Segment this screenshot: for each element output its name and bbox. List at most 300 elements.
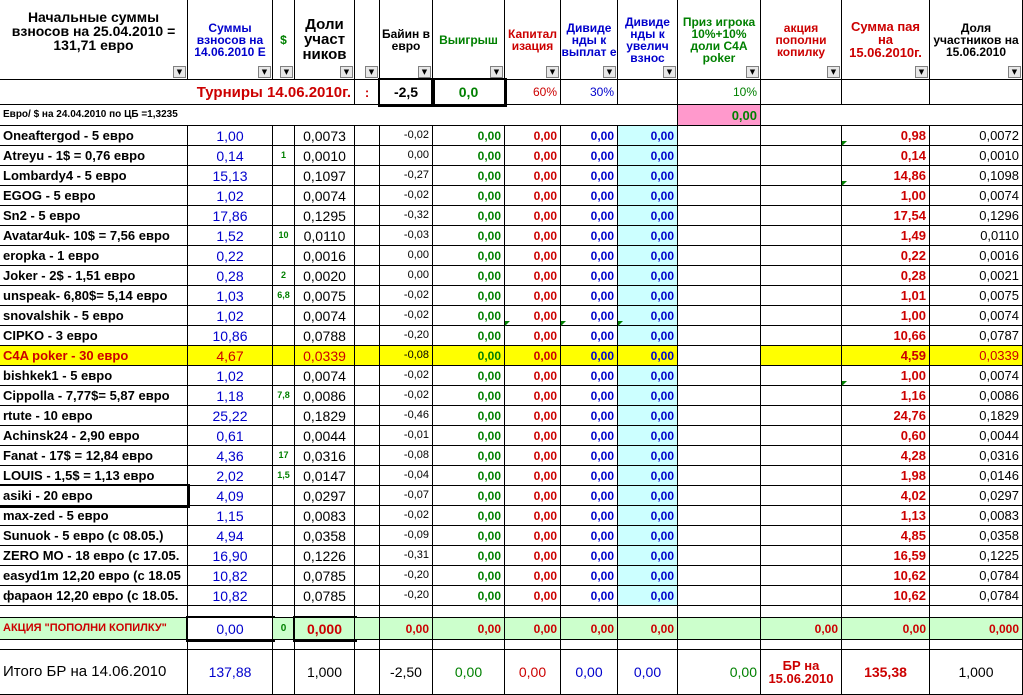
empty-cell[interactable] (618, 640, 678, 650)
dividend-increase-value[interactable] (618, 586, 678, 606)
new-share-value[interactable] (930, 466, 1023, 486)
dividend-increase-value[interactable] (618, 386, 678, 406)
buyin-value[interactable] (380, 246, 433, 266)
empty-cell[interactable] (761, 346, 842, 366)
column-header-10[interactable] (678, 0, 761, 80)
dividend-increase-value[interactable] (618, 206, 678, 226)
win-value[interactable] (433, 406, 505, 426)
tournament-win[interactable] (433, 80, 505, 105)
empty-cell[interactable] (678, 326, 761, 346)
participant-name[interactable] (0, 526, 188, 546)
new-share-value[interactable] (930, 366, 1023, 386)
empty-cell[interactable] (678, 226, 761, 246)
tournament-cap-pct[interactable] (505, 80, 561, 105)
new-share-value[interactable] (930, 246, 1023, 266)
empty-cell[interactable] (678, 166, 761, 186)
win-value[interactable] (433, 566, 505, 586)
empty-cell[interactable] (618, 80, 678, 105)
share-sum-value[interactable] (842, 486, 930, 506)
dividend-increase-value[interactable] (618, 406, 678, 426)
empty-cell[interactable] (761, 386, 842, 406)
total-sum[interactable] (188, 650, 273, 695)
promo-newshare[interactable] (930, 618, 1023, 640)
participant-share[interactable] (295, 486, 355, 506)
buyin-value[interactable] (380, 466, 433, 486)
participant-share[interactable] (295, 326, 355, 346)
empty-cell[interactable] (188, 640, 273, 650)
participant-name[interactable] (0, 306, 188, 326)
empty-cell[interactable] (561, 606, 618, 618)
dividend-payout-value[interactable] (561, 566, 618, 586)
contribution-sum[interactable] (188, 506, 273, 526)
capitalization-value[interactable] (505, 546, 561, 566)
buyin-value[interactable] (380, 406, 433, 426)
capitalization-value[interactable] (505, 526, 561, 546)
tournament-label[interactable] (0, 80, 355, 105)
dividend-payout-value[interactable] (561, 186, 618, 206)
new-share-value[interactable] (930, 506, 1023, 526)
empty-cell[interactable] (678, 618, 761, 640)
empty-cell[interactable] (678, 640, 761, 650)
capitalization-value[interactable] (505, 206, 561, 226)
participant-share[interactable] (295, 366, 355, 386)
contribution-sum[interactable] (188, 366, 273, 386)
dividend-increase-value[interactable] (618, 566, 678, 586)
contribution-sum[interactable] (188, 166, 273, 186)
win-value[interactable] (433, 506, 505, 526)
dividend-payout-value[interactable] (561, 146, 618, 166)
win-value[interactable] (433, 166, 505, 186)
buyin-value[interactable] (380, 266, 433, 286)
dividend-increase-value[interactable] (618, 326, 678, 346)
capitalization-value[interactable] (505, 386, 561, 406)
dividend-payout-value[interactable] (561, 406, 618, 426)
capitalization-value[interactable] (505, 506, 561, 526)
share-sum-value[interactable] (842, 246, 930, 266)
share-sum-value[interactable] (842, 506, 930, 526)
dividend-increase-value[interactable] (618, 126, 678, 146)
buyin-value[interactable] (380, 186, 433, 206)
filter-dropdown-icon[interactable]: ▼ (280, 66, 293, 78)
promo-pay[interactable] (842, 618, 930, 640)
usd-amount[interactable] (273, 406, 295, 426)
capitalization-value[interactable] (505, 266, 561, 286)
usd-amount[interactable] (273, 266, 295, 286)
column-header-1[interactable] (188, 0, 273, 80)
buyin-value[interactable] (380, 206, 433, 226)
contribution-sum[interactable] (188, 246, 273, 266)
share-sum-value[interactable] (842, 206, 930, 226)
empty-cell[interactable] (618, 606, 678, 618)
column-header-4[interactable] (355, 0, 380, 80)
capitalization-value[interactable] (505, 126, 561, 146)
usd-amount[interactable] (273, 586, 295, 606)
empty-cell[interactable] (355, 146, 380, 166)
participant-share[interactable] (295, 446, 355, 466)
empty-cell[interactable] (355, 306, 380, 326)
win-value[interactable] (433, 426, 505, 446)
empty-cell[interactable] (355, 586, 380, 606)
usd-amount[interactable] (273, 546, 295, 566)
empty-cell[interactable] (678, 426, 761, 446)
capitalization-value[interactable] (505, 306, 561, 326)
new-share-value[interactable] (930, 226, 1023, 246)
empty-cell[interactable] (678, 186, 761, 206)
empty-cell[interactable] (355, 446, 380, 466)
participant-name[interactable] (0, 146, 188, 166)
win-value[interactable] (433, 366, 505, 386)
empty-cell[interactable] (842, 80, 930, 105)
empty-cell[interactable] (761, 126, 842, 146)
share-sum-value[interactable] (842, 146, 930, 166)
empty-cell[interactable] (678, 466, 761, 486)
empty-cell[interactable] (355, 226, 380, 246)
dividend-payout-value[interactable] (561, 426, 618, 446)
dividend-payout-value[interactable] (561, 586, 618, 606)
participant-share[interactable] (295, 566, 355, 586)
dividend-payout-value[interactable] (561, 326, 618, 346)
dividend-increase-value[interactable] (618, 146, 678, 166)
contribution-sum[interactable] (188, 386, 273, 406)
buyin-value[interactable] (380, 166, 433, 186)
contribution-sum[interactable] (188, 486, 273, 506)
contribution-sum[interactable] (188, 466, 273, 486)
empty-cell[interactable] (678, 406, 761, 426)
share-sum-value[interactable] (842, 426, 930, 446)
empty-cell[interactable] (380, 606, 433, 618)
buyin-value[interactable] (380, 346, 433, 366)
total-buyin[interactable] (380, 650, 433, 695)
filter-dropdown-icon[interactable]: ▼ (173, 66, 186, 78)
filter-dropdown-icon[interactable]: ▼ (915, 66, 928, 78)
usd-amount[interactable] (273, 386, 295, 406)
dividend-payout-value[interactable] (561, 446, 618, 466)
win-value[interactable] (433, 466, 505, 486)
win-value[interactable] (433, 386, 505, 406)
prize-value[interactable] (678, 105, 761, 126)
participant-share[interactable] (295, 406, 355, 426)
empty-cell[interactable] (355, 326, 380, 346)
total-divinc[interactable] (618, 650, 678, 695)
new-share-value[interactable] (930, 526, 1023, 546)
share-sum-value[interactable] (842, 126, 930, 146)
participant-name[interactable] (0, 326, 188, 346)
participant-share[interactable] (295, 346, 355, 366)
new-share-value[interactable] (930, 186, 1023, 206)
contribution-sum[interactable] (188, 126, 273, 146)
win-value[interactable] (433, 226, 505, 246)
participant-share[interactable] (295, 466, 355, 486)
dividend-payout-value[interactable] (561, 226, 618, 246)
capitalization-value[interactable] (505, 346, 561, 366)
empty-cell[interactable] (295, 606, 355, 618)
filter-dropdown-icon[interactable]: ▼ (827, 66, 840, 78)
empty-cell[interactable] (678, 346, 761, 366)
filter-dropdown-icon[interactable]: ▼ (746, 66, 759, 78)
empty-cell[interactable] (433, 640, 505, 650)
promo-cap2[interactable] (505, 618, 561, 640)
dividend-payout-value[interactable] (561, 346, 618, 366)
buyin-value[interactable] (380, 226, 433, 246)
capitalization-value[interactable] (505, 246, 561, 266)
participant-share[interactable] (295, 586, 355, 606)
contribution-sum[interactable] (188, 566, 273, 586)
total-newshare[interactable] (930, 650, 1023, 695)
dividend-increase-value[interactable] (618, 286, 678, 306)
win-value[interactable] (433, 326, 505, 346)
dividend-payout-value[interactable] (561, 526, 618, 546)
empty-cell[interactable] (355, 386, 380, 406)
empty-cell[interactable] (355, 640, 380, 650)
usd-amount[interactable] (273, 246, 295, 266)
promo-win[interactable] (433, 618, 505, 640)
usd-amount[interactable] (273, 286, 295, 306)
exchange-rate-note[interactable] (0, 105, 678, 126)
empty-cell[interactable] (355, 618, 380, 640)
empty-cell[interactable] (355, 166, 380, 186)
empty-cell[interactable] (761, 546, 842, 566)
new-share-value[interactable] (930, 566, 1023, 586)
capitalization-value[interactable] (505, 226, 561, 246)
column-header-11[interactable] (761, 0, 842, 80)
empty-cell[interactable] (678, 246, 761, 266)
capitalization-value[interactable] (505, 406, 561, 426)
capitalization-value[interactable] (505, 486, 561, 506)
empty-cell[interactable] (761, 80, 842, 105)
share-sum-value[interactable] (842, 226, 930, 246)
new-share-value[interactable] (930, 326, 1023, 346)
filter-dropdown-icon[interactable]: ▼ (490, 66, 503, 78)
win-value[interactable] (433, 526, 505, 546)
share-sum-value[interactable] (842, 526, 930, 546)
new-share-value[interactable] (930, 406, 1023, 426)
contribution-sum[interactable] (188, 186, 273, 206)
empty-cell[interactable] (355, 650, 380, 695)
empty-cell[interactable] (842, 640, 930, 650)
participant-name[interactable] (0, 226, 188, 246)
buyin-value[interactable] (380, 526, 433, 546)
empty-cell[interactable] (761, 406, 842, 426)
win-value[interactable] (433, 126, 505, 146)
empty-cell[interactable] (930, 606, 1023, 618)
share-sum-value[interactable] (842, 406, 930, 426)
new-share-value[interactable] (930, 446, 1023, 466)
filter-dropdown-icon[interactable]: ▼ (418, 66, 431, 78)
buyin-value[interactable] (380, 326, 433, 346)
participant-share[interactable] (295, 426, 355, 446)
new-share-value[interactable] (930, 386, 1023, 406)
tournament-prize-pct[interactable] (678, 80, 761, 105)
empty-cell[interactable] (761, 105, 1023, 126)
empty-cell[interactable] (355, 406, 380, 426)
dividend-payout-value[interactable] (561, 506, 618, 526)
capitalization-value[interactable] (505, 186, 561, 206)
usd-amount[interactable] (273, 326, 295, 346)
column-header-8[interactable] (561, 0, 618, 80)
contribution-sum[interactable] (188, 586, 273, 606)
empty-cell[interactable] (273, 640, 295, 650)
buyin-value[interactable] (380, 486, 433, 506)
contribution-sum[interactable] (188, 226, 273, 246)
empty-cell[interactable] (761, 146, 842, 166)
dividend-payout-value[interactable] (561, 486, 618, 506)
empty-cell[interactable] (761, 486, 842, 506)
empty-cell[interactable] (355, 526, 380, 546)
filter-dropdown-icon[interactable]: ▼ (258, 66, 271, 78)
share-sum-value[interactable] (842, 366, 930, 386)
column-header-0[interactable] (0, 0, 188, 80)
capitalization-value[interactable] (505, 146, 561, 166)
empty-cell[interactable] (678, 446, 761, 466)
participant-share[interactable] (295, 166, 355, 186)
promo-div[interactable] (561, 618, 618, 640)
empty-cell[interactable] (678, 146, 761, 166)
filter-dropdown-icon[interactable]: ▼ (1008, 66, 1021, 78)
new-share-value[interactable] (930, 286, 1023, 306)
filter-dropdown-icon[interactable]: ▼ (663, 66, 676, 78)
total-share[interactable] (295, 650, 355, 695)
usd-amount[interactable] (273, 366, 295, 386)
win-value[interactable] (433, 186, 505, 206)
empty-cell[interactable] (355, 566, 380, 586)
total-div[interactable] (561, 650, 618, 695)
empty-cell[interactable] (355, 186, 380, 206)
dividend-payout-value[interactable] (561, 126, 618, 146)
empty-cell[interactable] (295, 640, 355, 650)
total-prize[interactable] (678, 650, 761, 695)
empty-cell[interactable] (355, 366, 380, 386)
empty-cell[interactable] (678, 586, 761, 606)
empty-cell[interactable] (761, 226, 842, 246)
total-pay[interactable] (842, 650, 930, 695)
participant-share[interactable] (295, 286, 355, 306)
empty-cell[interactable] (0, 606, 188, 618)
participant-name[interactable] (0, 406, 188, 426)
capitalization-value[interactable] (505, 566, 561, 586)
empty-cell[interactable] (761, 426, 842, 446)
promo-cap[interactable] (380, 618, 433, 640)
win-value[interactable] (433, 446, 505, 466)
total-label[interactable] (0, 650, 188, 695)
empty-cell[interactable] (761, 326, 842, 346)
tournament-buyin[interactable] (380, 80, 433, 105)
participant-name[interactable] (0, 126, 188, 146)
column-header-7[interactable] (505, 0, 561, 80)
empty-cell[interactable] (678, 386, 761, 406)
dividend-payout-value[interactable] (561, 266, 618, 286)
empty-cell[interactable] (355, 286, 380, 306)
usd-amount[interactable] (273, 146, 295, 166)
empty-cell[interactable] (761, 506, 842, 526)
participant-name[interactable] (0, 586, 188, 606)
participant-name[interactable] (0, 466, 188, 486)
participant-name[interactable] (0, 266, 188, 286)
usd-amount[interactable] (273, 426, 295, 446)
dividend-increase-value[interactable] (618, 486, 678, 506)
participant-name[interactable] (0, 546, 188, 566)
share-sum-value[interactable] (842, 326, 930, 346)
empty-cell[interactable] (380, 640, 433, 650)
contribution-sum[interactable] (188, 286, 273, 306)
empty-cell[interactable] (355, 126, 380, 146)
empty-cell[interactable] (188, 606, 273, 618)
share-sum-value[interactable] (842, 546, 930, 566)
empty-cell[interactable] (678, 306, 761, 326)
empty-cell[interactable] (761, 206, 842, 226)
dividend-increase-value[interactable] (618, 426, 678, 446)
participant-share[interactable] (295, 386, 355, 406)
empty-cell[interactable] (678, 366, 761, 386)
participant-share[interactable] (295, 246, 355, 266)
capitalization-value[interactable] (505, 586, 561, 606)
contribution-sum[interactable] (188, 266, 273, 286)
empty-cell[interactable] (678, 606, 761, 618)
win-value[interactable] (433, 246, 505, 266)
dividend-payout-value[interactable] (561, 206, 618, 226)
empty-cell[interactable] (678, 206, 761, 226)
column-header-12[interactable] (842, 0, 930, 80)
capitalization-value[interactable] (505, 326, 561, 346)
new-share-value[interactable] (930, 166, 1023, 186)
contribution-sum[interactable] (188, 546, 273, 566)
contribution-sum[interactable] (188, 526, 273, 546)
contribution-sum[interactable] (188, 406, 273, 426)
share-sum-value[interactable] (842, 466, 930, 486)
dividend-increase-value[interactable] (618, 346, 678, 366)
empty-cell[interactable] (761, 306, 842, 326)
usd-amount[interactable] (273, 206, 295, 226)
buyin-value[interactable] (380, 386, 433, 406)
dividend-increase-value[interactable] (618, 506, 678, 526)
empty-cell[interactable] (273, 650, 295, 695)
dividend-increase-value[interactable] (618, 266, 678, 286)
column-header-9[interactable] (618, 0, 678, 80)
promo-usd[interactable] (273, 618, 295, 640)
usd-amount[interactable] (273, 526, 295, 546)
usd-amount[interactable] (273, 486, 295, 506)
share-sum-value[interactable] (842, 306, 930, 326)
participant-share[interactable] (295, 506, 355, 526)
new-share-value[interactable] (930, 146, 1023, 166)
participant-share[interactable] (295, 206, 355, 226)
dividend-increase-value[interactable] (618, 186, 678, 206)
share-sum-value[interactable] (842, 186, 930, 206)
participant-share[interactable] (295, 266, 355, 286)
buyin-value[interactable] (380, 586, 433, 606)
dividend-payout-value[interactable] (561, 386, 618, 406)
share-sum-value[interactable] (842, 586, 930, 606)
buyin-value[interactable] (380, 306, 433, 326)
filter-dropdown-icon[interactable]: ▼ (365, 66, 378, 78)
participant-name[interactable] (0, 486, 188, 506)
dividend-increase-value[interactable] (618, 526, 678, 546)
empty-cell[interactable] (761, 586, 842, 606)
participant-name[interactable] (0, 366, 188, 386)
participant-share[interactable] (295, 146, 355, 166)
dividend-payout-value[interactable] (561, 466, 618, 486)
new-share-value[interactable] (930, 546, 1023, 566)
participant-name[interactable] (0, 426, 188, 446)
participant-name[interactable] (0, 446, 188, 466)
share-sum-value[interactable] (842, 566, 930, 586)
empty-cell[interactable] (355, 606, 380, 618)
empty-cell[interactable] (930, 640, 1023, 650)
empty-cell[interactable] (355, 486, 380, 506)
contribution-sum[interactable] (188, 146, 273, 166)
empty-cell[interactable] (761, 266, 842, 286)
empty-cell[interactable] (761, 566, 842, 586)
win-value[interactable] (433, 146, 505, 166)
